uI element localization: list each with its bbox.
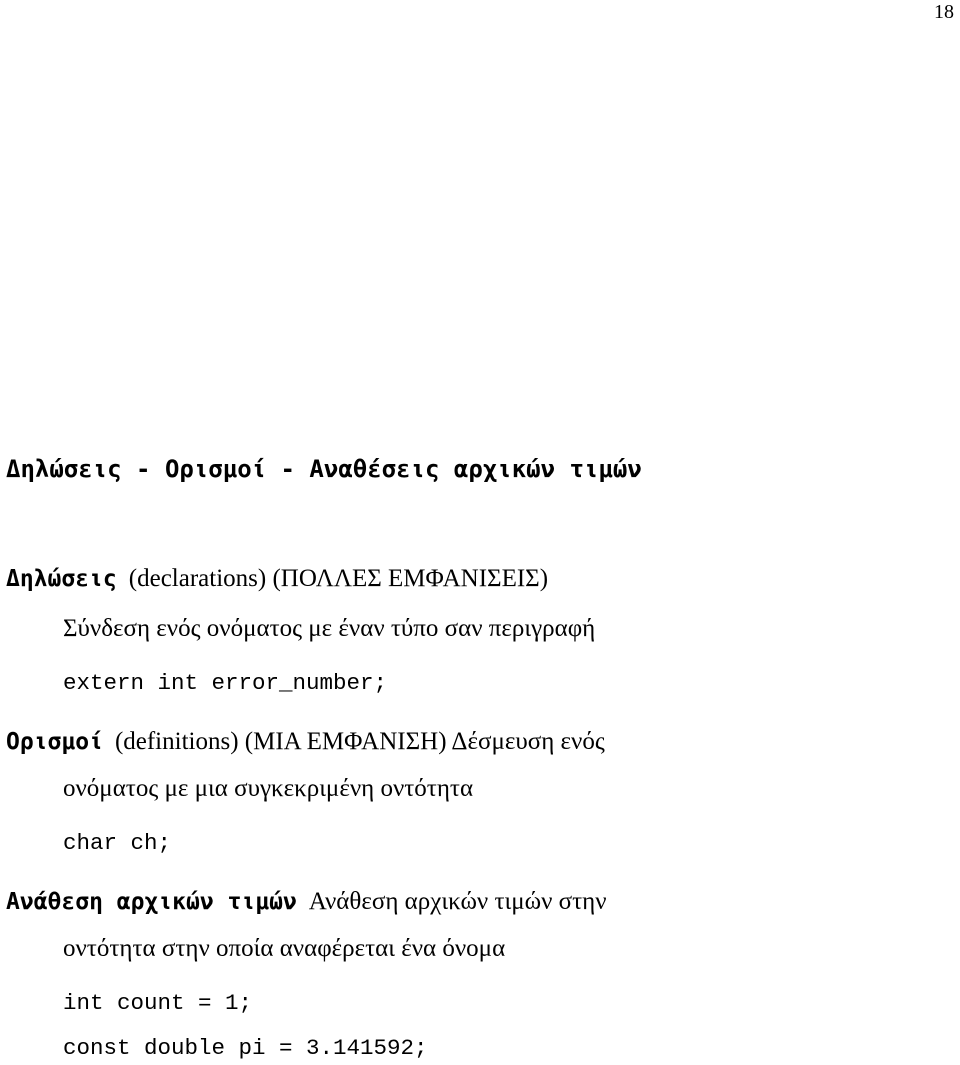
initialization-code-line: const double pi = 3.141592; [63,1035,428,1061]
section-title: Δηλώσεις - Ορισμοί - Αναθέσεις αρχικών τιμών [6,455,642,483]
definitions-term: Ορισμοί [6,729,103,755]
initialization-heading [6,885,607,919]
initialization-description: οντότητα στην οποία αναφέρεται ένα όνομα [63,935,506,962]
declarations-code: extern int error_number; [63,670,388,696]
declarations-heading-text: (declarations) (ΠΟΛΛΕΣ ΕΜΦΑΝΙΣΕΙΣ) [128,565,549,592]
definitions-code: char ch; [63,830,172,856]
initialization-heading-text: Ανάθεση αρχικών τιμών στην [308,888,607,915]
definitions-heading [6,725,605,759]
declarations-heading [6,562,548,596]
initialization-term: Ανάθεση αρχικών τιμών [6,889,297,915]
definitions-heading-text: (definitions) (ΜΙΑ ΕΜΦΑΝΙΣΗ) Δέσμευση ενός [114,728,605,755]
initialization-code-line: int count = 1; [63,990,253,1016]
page-number: 18 [934,1,954,23]
declarations-term: Δηλώσεις [6,566,117,592]
definitions-description: ονόματος με μια συγκεκριμένη οντότητα [63,775,474,802]
declarations-description: Σύνδεση ενός ονόματος με έναν τύπο σαν περιγραφή [63,615,596,642]
